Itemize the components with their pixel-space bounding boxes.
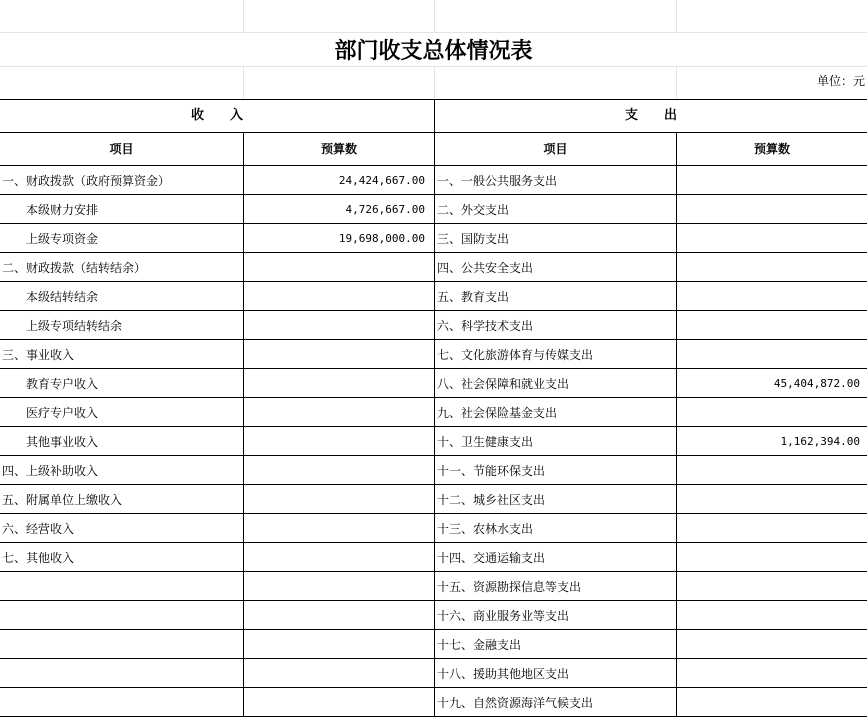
expense-label[interactable]: 七、文化旅游体育与传媒支出 xyxy=(437,348,594,362)
gridline xyxy=(243,66,244,99)
table-row xyxy=(0,688,867,717)
income-value[interactable] xyxy=(244,427,425,456)
expense-label[interactable]: 二、外交支出 xyxy=(437,203,510,217)
income-value[interactable] xyxy=(244,485,425,514)
income-value[interactable] xyxy=(244,340,425,369)
income-label[interactable] xyxy=(2,601,240,630)
expense-label[interactable]: 一、一般公共服务支出 xyxy=(437,174,558,188)
gridline xyxy=(676,0,677,33)
expense-label[interactable]: 四、公共安全支出 xyxy=(437,261,534,275)
income-value[interactable] xyxy=(244,282,425,311)
income-label[interactable]: 其他事业收入 xyxy=(26,435,99,449)
income-label[interactable]: 本级结转结余 xyxy=(26,290,99,304)
income-label[interactable]: 五、附属单位上缴收入 xyxy=(2,493,123,507)
income-label[interactable]: 六、经营收入 xyxy=(2,522,75,536)
income-value[interactable] xyxy=(244,311,425,340)
expense-value[interactable] xyxy=(678,630,860,659)
expense-label[interactable]: 五、教育支出 xyxy=(437,290,510,304)
income-label[interactable]: 一、财政拨款（政府预算资金） xyxy=(2,174,171,188)
header-budget: 预算数 xyxy=(320,142,357,156)
income-label[interactable]: 本级财力安排 xyxy=(26,203,99,217)
expense-value[interactable] xyxy=(678,282,860,311)
income-label[interactable]: 教育专户收入 xyxy=(26,377,99,391)
expense-value[interactable] xyxy=(678,398,860,427)
table-row xyxy=(0,514,867,543)
expense-label[interactable]: 十四、交通运输支出 xyxy=(437,551,546,565)
table-row xyxy=(0,572,867,601)
table-row xyxy=(0,224,867,253)
income-label[interactable]: 医疗专户收入 xyxy=(26,406,99,420)
table-row xyxy=(0,282,867,311)
income-label[interactable] xyxy=(2,630,240,659)
expense-label[interactable]: 十二、城乡社区支出 xyxy=(437,493,546,507)
income-value[interactable]: 24,424,667.00 xyxy=(338,174,425,187)
table-row xyxy=(0,601,867,630)
income-value[interactable] xyxy=(244,514,425,543)
income-label[interactable] xyxy=(2,572,240,601)
income-label[interactable] xyxy=(2,688,240,717)
page-title: 部门收支总体情况表 xyxy=(334,38,533,64)
expense-value[interactable]: 45,404,872.00 xyxy=(773,377,860,390)
income-value[interactable] xyxy=(244,543,425,572)
income-label[interactable] xyxy=(2,659,240,688)
income-label[interactable]: 三、事业收入 xyxy=(2,348,75,362)
expense-label[interactable]: 三、国防支出 xyxy=(437,232,510,246)
table-row xyxy=(0,195,867,224)
table-row xyxy=(0,369,867,398)
table-row xyxy=(0,456,867,485)
income-value[interactable]: 4,726,667.00 xyxy=(345,203,425,216)
expense-label[interactable]: 十三、农林水支出 xyxy=(437,522,534,536)
header-budget-expense: 预算数 xyxy=(753,142,790,156)
expense-value[interactable] xyxy=(678,311,860,340)
expense-value[interactable] xyxy=(678,659,860,688)
expense-label[interactable]: 八、社会保障和就业支出 xyxy=(437,377,570,391)
income-label[interactable]: 上级专项资金 xyxy=(26,232,99,246)
expense-label[interactable]: 六、科学技术支出 xyxy=(437,319,534,333)
expense-label[interactable]: 十六、商业服务业等支出 xyxy=(437,609,570,623)
income-value[interactable] xyxy=(244,630,425,659)
income-label[interactable]: 七、其他收入 xyxy=(2,551,75,565)
income-label[interactable]: 二、财政拨款（结转结余） xyxy=(2,261,147,275)
expense-label[interactable]: 九、社会保险基金支出 xyxy=(437,406,558,420)
expense-value[interactable] xyxy=(678,572,860,601)
gridline xyxy=(676,66,677,99)
expense-value[interactable] xyxy=(678,688,860,717)
table-row xyxy=(0,427,867,456)
expense-value[interactable] xyxy=(678,514,860,543)
expense-label[interactable]: 十九、自然资源海洋气候支出 xyxy=(437,696,594,710)
section-income: 收 入 xyxy=(190,108,243,123)
expense-value[interactable] xyxy=(678,340,860,369)
income-value[interactable] xyxy=(244,253,425,282)
table-row xyxy=(0,311,867,340)
gridline xyxy=(243,0,244,33)
unit-label: 单位：元 xyxy=(816,74,865,88)
expense-label[interactable]: 十八、援助其他地区支出 xyxy=(437,667,570,681)
expense-value[interactable] xyxy=(678,195,860,224)
section-expense: 支 出 xyxy=(624,108,677,123)
expense-label[interactable]: 十五、资源勘探信息等支出 xyxy=(437,580,582,594)
income-label[interactable]: 上级专项结转结余 xyxy=(26,319,123,333)
income-label[interactable]: 四、上级补助收入 xyxy=(2,464,99,478)
income-value[interactable] xyxy=(244,398,425,427)
expense-value[interactable] xyxy=(678,543,860,572)
table-row xyxy=(0,340,867,369)
expense-value[interactable]: 1,162,394.00 xyxy=(780,435,860,448)
expense-value[interactable] xyxy=(678,601,860,630)
expense-value[interactable] xyxy=(678,456,860,485)
expense-value[interactable] xyxy=(678,485,860,514)
expense-value[interactable] xyxy=(678,224,860,253)
income-value[interactable] xyxy=(244,456,425,485)
income-value[interactable] xyxy=(244,601,425,630)
table-row xyxy=(0,543,867,572)
income-value[interactable] xyxy=(244,688,425,717)
income-value[interactable] xyxy=(244,659,425,688)
table-row xyxy=(0,253,867,282)
gridline xyxy=(434,0,435,33)
expense-label[interactable]: 十一、节能环保支出 xyxy=(437,464,546,478)
header-item-expense: 项目 xyxy=(543,142,568,156)
income-value[interactable]: 19,698,000.00 xyxy=(338,232,425,245)
table-row xyxy=(0,630,867,659)
income-value[interactable] xyxy=(244,369,425,398)
gridline xyxy=(434,66,435,99)
expense-value[interactable] xyxy=(678,253,860,282)
table-row xyxy=(0,485,867,514)
expense-label[interactable]: 十七、金融支出 xyxy=(437,638,522,652)
table-row xyxy=(0,659,867,688)
expense-label[interactable]: 十、卫生健康支出 xyxy=(437,435,534,449)
header-item: 项目 xyxy=(109,142,134,156)
expense-value[interactable] xyxy=(678,166,860,195)
income-value[interactable] xyxy=(244,572,425,601)
table-row xyxy=(0,398,867,427)
table-row xyxy=(0,166,867,195)
